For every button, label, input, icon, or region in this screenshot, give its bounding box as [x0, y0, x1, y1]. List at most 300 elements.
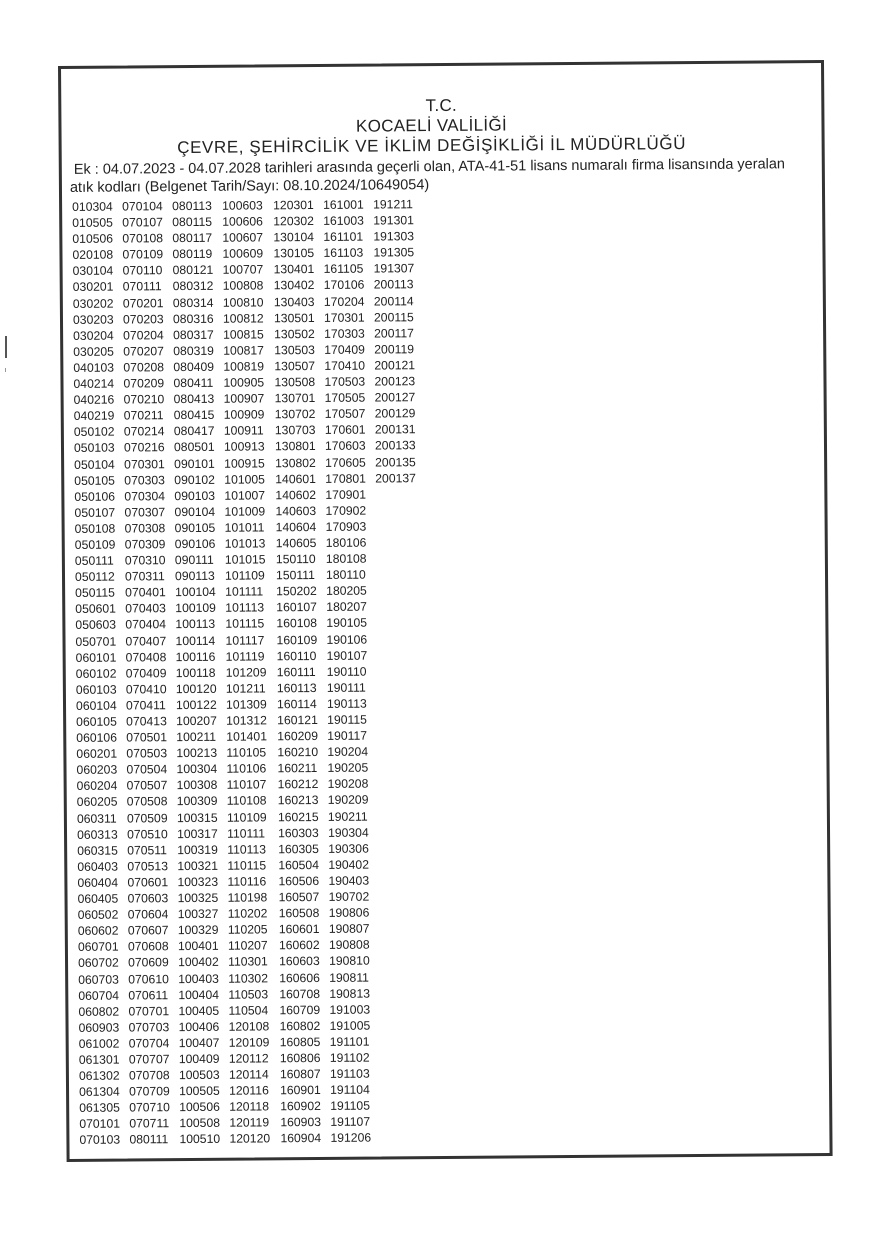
waste-code: 200113	[373, 277, 414, 292]
waste-code: 080415	[173, 408, 215, 423]
waste-code: 100707	[222, 262, 264, 278]
waste-code: 070214	[123, 424, 165, 439]
waste-code: 120109	[228, 1035, 270, 1050]
waste-code: 191003	[329, 1002, 371, 1017]
waste-code: 070104	[122, 199, 163, 214]
waste-code: 100401	[177, 939, 219, 954]
waste-code: 060101	[75, 650, 117, 665]
waste-code: 080417	[173, 424, 215, 439]
waste-code: 160107	[276, 600, 317, 615]
waste-code: 060106	[76, 730, 118, 745]
waste-code: 190111	[326, 680, 366, 695]
waste-code: 190204	[327, 744, 369, 760]
waste-code: 200114	[373, 293, 414, 309]
waste-code: 080413	[173, 391, 215, 407]
waste-code: 100118	[175, 665, 216, 680]
waste-code: 140603	[275, 503, 317, 519]
waste-code: 080317	[173, 327, 214, 342]
waste-code: 070604	[127, 907, 169, 922]
waste-code: 080314	[172, 295, 214, 310]
waste-code: 100506	[179, 1100, 220, 1115]
waste-code: 100407	[178, 1035, 220, 1050]
waste-code: 120112	[228, 1051, 269, 1066]
waste-code: 190107	[326, 648, 368, 663]
waste-code: 130702	[274, 407, 316, 422]
waste-code: 160902	[280, 1099, 321, 1114]
waste-code: 150110	[275, 552, 316, 567]
waste-code: 170901	[325, 487, 367, 502]
waste-code: 100325	[177, 890, 219, 906]
waste-code: 120301	[273, 197, 314, 213]
waste-code: 070708	[128, 1068, 170, 1083]
waste-code: 160606	[279, 970, 320, 985]
waste-code: 061305	[79, 1100, 120, 1116]
waste-code: 080119	[172, 247, 213, 262]
waste-code: 050111	[74, 553, 114, 568]
waste-code: 060205	[76, 795, 118, 810]
waste-code: 070311	[124, 569, 165, 584]
waste-code: 200131	[374, 422, 416, 437]
waste-code: 070101	[79, 1116, 121, 1132]
waste-code: 170605	[325, 455, 366, 470]
waste-code: 070503	[126, 746, 168, 761]
waste-code: 130503	[274, 342, 315, 358]
waste-code: 090103	[174, 488, 216, 503]
waste-code: 101015	[224, 552, 266, 567]
waste-code: 100402	[177, 955, 219, 970]
waste-code: 100304	[176, 762, 218, 777]
waste-code: 140602	[275, 487, 317, 502]
waste-code: 200123	[374, 374, 416, 389]
waste-code: 070203	[122, 311, 164, 327]
waste-code: 180205	[326, 583, 367, 599]
waste-code: 120119	[229, 1115, 270, 1131]
waste-code: 061304	[79, 1084, 120, 1100]
waste-code: 060204	[76, 778, 118, 794]
waste-code: 170301	[323, 310, 365, 325]
waste-code: 100315	[176, 810, 218, 825]
waste-code: 190106	[326, 632, 368, 647]
waste-code: 161105	[323, 261, 364, 277]
waste-code: 100403	[178, 971, 219, 986]
waste-code: 130502	[274, 326, 315, 342]
waste-code: 100905	[223, 375, 265, 390]
waste-code: 190813	[329, 986, 371, 1001]
waste-code: 200115	[373, 309, 414, 325]
waste-code: 160303	[277, 825, 319, 840]
waste-code: 160506	[278, 873, 320, 889]
waste-code: 130507	[274, 358, 316, 374]
waste-code: 060701	[77, 939, 119, 955]
waste-code: 130403	[273, 294, 315, 309]
waste-code: 160213	[277, 793, 319, 808]
waste-code: 170503	[324, 374, 366, 389]
waste-code: 160603	[278, 954, 320, 969]
waste-code: 190115	[327, 712, 367, 727]
waste-code: 061002	[78, 1036, 120, 1051]
waste-code: 100815	[223, 327, 264, 342]
waste-code: 060315	[77, 843, 118, 858]
waste-code: 100913	[223, 439, 265, 455]
waste-code: 100812	[222, 311, 264, 326]
waste-code: 050107	[74, 505, 116, 520]
waste-code: 100329	[177, 922, 219, 938]
waste-code: 100607	[222, 230, 264, 245]
waste-code: 160806	[279, 1050, 321, 1066]
waste-code: 140605	[275, 535, 317, 551]
waste-code: 060403	[77, 859, 119, 874]
waste-code: 160212	[277, 777, 319, 792]
waste-code: 070507	[126, 778, 168, 793]
waste-code: 060602	[77, 923, 119, 939]
waste-code: 120116	[228, 1083, 269, 1098]
waste-code: 191104	[329, 1082, 370, 1098]
waste-code: 160602	[278, 938, 320, 953]
waste-code: 191301	[373, 213, 414, 228]
waste-code: 060903	[78, 1020, 120, 1035]
waste-code: 070210	[123, 392, 165, 407]
waste-code: 050701	[75, 634, 117, 649]
waste-code: 161001	[323, 197, 364, 212]
waste-code: 050109	[74, 537, 116, 552]
waste-code: 160709	[279, 1002, 321, 1017]
waste-code: 070401	[125, 585, 166, 600]
waste-code: 080111	[129, 1132, 169, 1147]
waste-code: 060102	[75, 666, 117, 681]
code-row	[79, 1130, 430, 1149]
waste-code: 130802	[275, 455, 316, 470]
waste-code: 100909	[223, 407, 265, 422]
waste-code: 160209	[277, 729, 318, 744]
waste-code: 070211	[123, 408, 164, 423]
waste-code: 110116	[227, 874, 267, 889]
waste-code: 160807	[279, 1067, 321, 1082]
waste-code: 070601	[127, 875, 169, 890]
waste-code-table	[72, 196, 430, 1148]
waste-code: 100104	[175, 585, 216, 600]
waste-code: 070404	[125, 617, 167, 632]
waste-code: 060201	[76, 746, 118, 762]
waste-code: 040216	[73, 392, 115, 408]
waste-code: 070609	[127, 955, 169, 970]
waste-code: 070511	[127, 842, 167, 858]
waste-code: 050105	[74, 473, 115, 488]
waste-code: 200117	[374, 325, 414, 341]
waste-code: 060104	[75, 698, 117, 713]
waste-code: 160904	[280, 1131, 322, 1146]
waste-code: 101312	[226, 713, 267, 728]
waste-code: 100113	[175, 617, 216, 632]
waste-code: 190810	[328, 953, 370, 969]
waste-code: 070701	[128, 1003, 170, 1019]
waste-code: 160305	[278, 841, 319, 857]
waste-code: 190402	[328, 857, 370, 872]
waste-code: 160109	[276, 632, 318, 647]
waste-code: 160110	[276, 648, 317, 663]
waste-code: 070707	[128, 1052, 170, 1067]
waste-code: 190306	[328, 841, 369, 856]
waste-code: 100503	[178, 1067, 220, 1083]
waste-code: 070303	[124, 472, 165, 488]
waste-code: 070207	[123, 344, 164, 359]
waste-code: 070209	[123, 376, 165, 391]
waste-code: 191005	[329, 1018, 371, 1033]
waste-code: 060311	[76, 811, 117, 826]
waste-code: 040219	[73, 408, 115, 424]
waste-code: 170409	[324, 342, 365, 357]
document-frame	[58, 60, 833, 1162]
waste-code: 191101	[329, 1034, 370, 1049]
waste-code: 190208	[327, 776, 369, 792]
waste-code: 160210	[277, 745, 319, 760]
waste-code: 060802	[78, 1004, 120, 1019]
waste-code: 070403	[125, 601, 166, 616]
waste-code: 110108	[226, 793, 267, 809]
waste-code: 120114	[228, 1067, 269, 1082]
waste-code: 200129	[374, 406, 416, 421]
waste-code: 170303	[324, 326, 365, 341]
waste-code: 110107	[226, 777, 267, 793]
waste-code: 190403	[328, 873, 370, 888]
intro-line-2: atık kodları (Belgenet Tarih/Sayı: 08.10.2024/10649054)	[69, 177, 430, 196]
waste-code: 070501	[126, 730, 168, 745]
waste-code: 070204	[123, 327, 164, 343]
waste-code: 191307	[373, 261, 415, 276]
waste-code: 150202	[276, 584, 317, 599]
waste-code: 101401	[226, 729, 267, 744]
waste-code: 101009	[224, 504, 266, 519]
waste-code: 070208	[123, 360, 165, 375]
waste-code: 070310	[124, 553, 166, 568]
waste-code: 101007	[224, 488, 266, 503]
waste-code: 100321	[177, 858, 219, 873]
waste-code: 100409	[178, 1051, 220, 1067]
waste-code: 100319	[177, 842, 218, 857]
waste-code: 070509	[126, 810, 168, 826]
waste-code: 070309	[124, 537, 166, 552]
waste-code: 200127	[374, 390, 416, 405]
waste-code: 170601	[324, 422, 366, 438]
waste-code: 170410	[324, 358, 366, 373]
waste-code: 070307	[124, 504, 166, 520]
scan-margin-mark	[5, 336, 7, 358]
waste-code: 190211	[327, 809, 368, 824]
waste-code: 070610	[128, 971, 169, 986]
waste-code: 101119	[225, 649, 265, 664]
waste-code: 110106	[226, 761, 267, 776]
waste-code: 140604	[275, 519, 317, 535]
waste-code: 200119	[374, 342, 415, 357]
waste-code: 130104	[273, 230, 315, 245]
waste-code: 130801	[274, 439, 316, 454]
waste-code: 050603	[75, 617, 117, 633]
waste-code: 060103	[75, 682, 117, 697]
waste-code: 100213	[176, 745, 218, 761]
waste-code: 191107	[330, 1114, 371, 1130]
intro-paragraph	[69, 155, 814, 197]
waste-code: 191105	[330, 1098, 370, 1114]
waste-code: 160901	[279, 1083, 321, 1098]
waste-code: 090101	[174, 456, 215, 471]
waste-code: 080115	[172, 214, 213, 230]
waste-code: 070410	[125, 681, 167, 697]
waste-code: 130105	[273, 246, 315, 261]
waste-code: 130501	[273, 310, 315, 325]
waste-code: 070411	[125, 698, 166, 713]
waste-code: 050108	[74, 521, 116, 536]
waste-code: 180207	[326, 599, 367, 615]
waste-code: 120302	[273, 214, 314, 229]
waste-code: 190209	[327, 793, 369, 808]
scan-margin-mark	[5, 368, 6, 372]
waste-code: 100211	[176, 729, 217, 745]
waste-code: 110111	[226, 826, 266, 841]
waste-code: 100606	[222, 214, 263, 229]
waste-code: 070611	[128, 987, 169, 1003]
waste-code: 030202	[72, 296, 114, 311]
waste-code: 190113	[326, 696, 367, 711]
waste-code: 191211	[373, 197, 413, 212]
waste-code: 200121	[374, 358, 416, 373]
waste-code: 110503	[228, 986, 269, 1002]
waste-code: 190811	[329, 970, 369, 985]
waste-code: 161003	[323, 213, 364, 229]
waste-code: 080501	[173, 440, 215, 455]
waste-code: 130401	[273, 262, 315, 277]
waste-code: 160903	[280, 1115, 322, 1130]
waste-code: 070703	[128, 1019, 170, 1035]
waste-code: 160113	[276, 680, 317, 696]
waste-code: 101309	[225, 697, 267, 712]
waste-code: 010304	[72, 199, 113, 214]
waste-code: 190807	[328, 921, 370, 937]
waste-code: 160121	[277, 712, 318, 728]
waste-code: 070513	[127, 859, 169, 874]
waste-code: 070704	[128, 1036, 170, 1051]
waste-code: 090104	[174, 504, 216, 519]
waste-code: 050102	[73, 424, 115, 440]
waste-code: 200135	[375, 454, 416, 470]
waste-code: 100603	[222, 198, 263, 213]
waste-code: 030104	[72, 263, 114, 279]
waste-code: 100817	[223, 343, 264, 358]
waste-code: 110207	[227, 938, 268, 954]
waste-code: 080319	[173, 343, 214, 358]
waste-code: 010506	[72, 231, 114, 247]
waste-code: 070413	[126, 714, 167, 729]
waste-code: 070308	[124, 521, 166, 536]
waste-code: 190117	[327, 728, 368, 743]
waste-code: 161101	[323, 229, 364, 245]
waste-code: 120120	[229, 1131, 271, 1147]
waste-code: 160108	[276, 616, 318, 631]
waste-code: 100109	[175, 601, 216, 616]
waste-code: 050112	[74, 569, 115, 585]
waste-code: 100114	[175, 633, 216, 648]
waste-code: 100808	[222, 278, 264, 294]
waste-code: 030204	[73, 328, 114, 343]
waste-code: 070216	[123, 440, 165, 455]
waste-code: 180106	[325, 535, 367, 550]
waste-code: 061302	[78, 1068, 120, 1083]
intro-line-1: Ek : 04.07.2023 - 04.07.2028 tarihleri arasında geçerli olan, ATA-41-51 lisans numaralı firma lisansında yeralan	[73, 156, 786, 178]
waste-code: 190806	[328, 905, 370, 921]
waste-code: 130508	[274, 375, 316, 390]
waste-code: 110302	[228, 970, 268, 986]
waste-code: 170106	[323, 278, 365, 293]
waste-code: 090111	[174, 552, 214, 568]
waste-code: 120108	[228, 1019, 270, 1034]
waste-code: 100116	[175, 649, 216, 664]
waste-code: 160211	[277, 761, 318, 776]
waste-code: 070510	[126, 826, 168, 842]
waste-code: 060313	[76, 827, 118, 842]
waste-code: 110202	[227, 906, 268, 921]
waste-code: 050115	[75, 585, 115, 601]
waste-code: 101115	[225, 616, 265, 632]
waste-code: 050104	[74, 457, 115, 472]
waste-code: 100323	[177, 874, 219, 890]
waste-code: 050103	[73, 440, 115, 456]
waste-code: 101211	[225, 681, 266, 696]
waste-code: 060405	[77, 891, 119, 906]
waste-code: 101111	[225, 584, 264, 599]
waste-code: 190110	[326, 664, 367, 679]
waste-code: 110115	[227, 858, 267, 873]
waste-code: 191303	[373, 229, 415, 244]
waste-code: 160802	[279, 1018, 321, 1034]
waste-code: 040214	[73, 376, 115, 391]
header-line-governorship: KOCAELİ VALİLİĞİ	[355, 115, 508, 136]
waste-code: 101209	[225, 665, 267, 680]
waste-code: 160601	[278, 922, 320, 937]
waste-code: 060203	[76, 762, 118, 778]
waste-code: 070108	[122, 231, 164, 246]
waste-code: 100510	[179, 1132, 221, 1147]
waste-code: 070504	[126, 762, 168, 777]
waste-code: 070304	[124, 488, 166, 504]
waste-code: 060703	[78, 972, 119, 987]
waste-code: 110109	[226, 809, 267, 825]
waste-code: 191102	[329, 1050, 370, 1065]
waste-code: 080121	[172, 263, 214, 278]
waste-code: 100120	[175, 681, 217, 696]
waste-code: 030201	[72, 280, 114, 295]
waste-code: 090102	[174, 472, 215, 487]
waste-code: 020108	[72, 247, 114, 263]
waste-code: 070608	[127, 939, 169, 954]
waste-code: 101013	[224, 536, 266, 551]
waste-code: 160215	[277, 809, 319, 824]
waste-code: 120118	[229, 1099, 270, 1114]
waste-code: 070710	[129, 1100, 170, 1115]
waste-code: 100122	[175, 697, 217, 712]
waste-code: 070110	[122, 263, 163, 278]
waste-code: 070508	[126, 794, 168, 809]
waste-code: 160111	[276, 664, 316, 680]
waste-code: 030205	[73, 344, 114, 359]
waste-code: 191305	[373, 245, 415, 260]
waste-code: 101113	[225, 600, 265, 616]
waste-code: 170801	[325, 471, 366, 486]
waste-code: 070408	[125, 649, 167, 665]
waste-code: 090105	[174, 520, 216, 535]
waste-code: 160507	[278, 890, 320, 905]
waste-code: 170505	[324, 390, 366, 406]
waste-code: 190304	[327, 825, 369, 840]
waste-code: 080312	[172, 279, 214, 294]
waste-code: 110504	[228, 1003, 269, 1018]
